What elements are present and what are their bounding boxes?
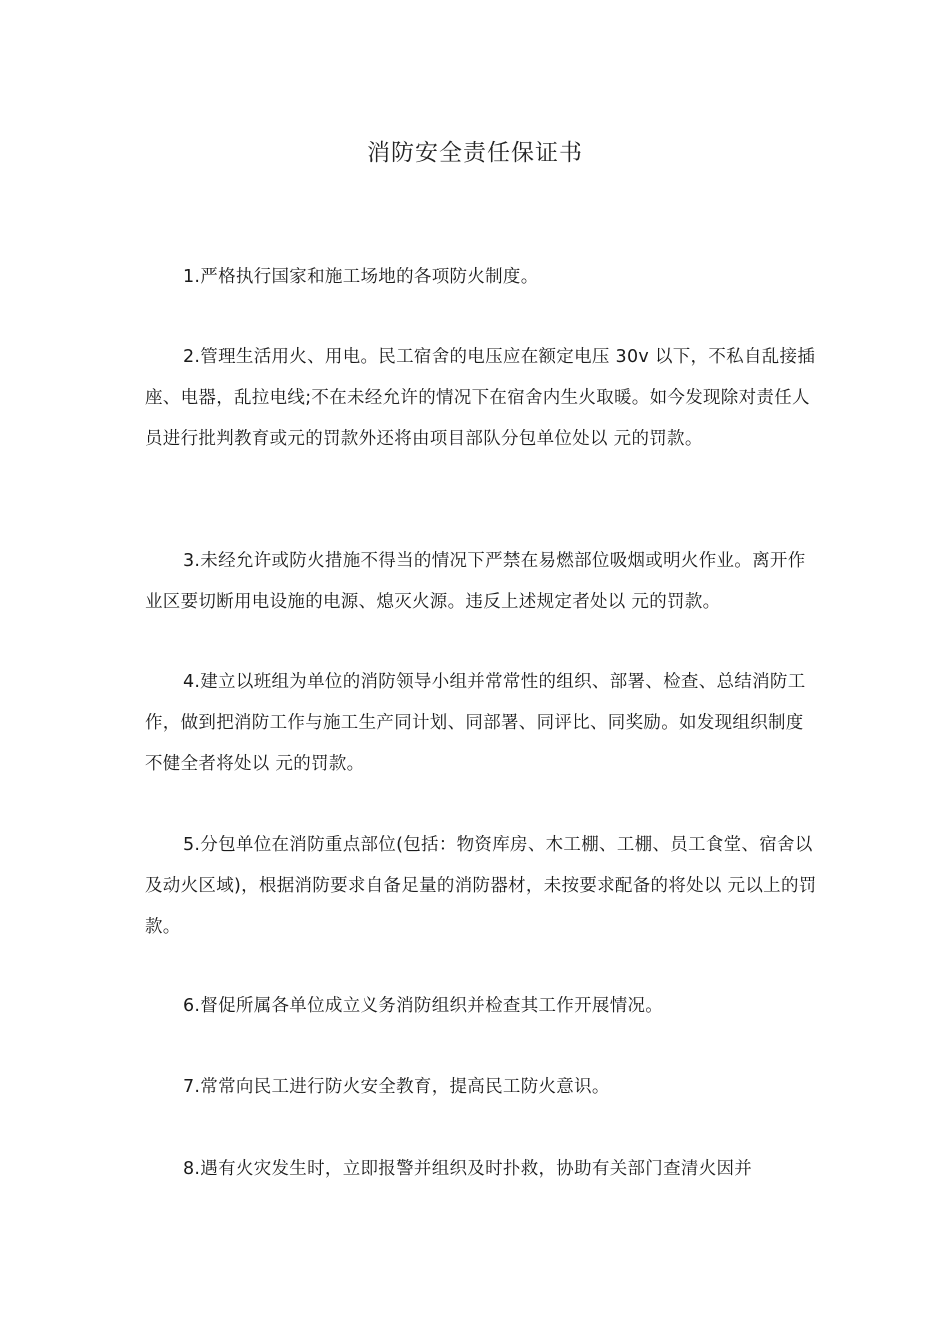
clause-4: 4.建立以班组为单位的消防领导小组并常常性的组织、部署、检查、总结消防工作，做到把消防工作与施工生产同计划、同部署、同评比、同奖励。如发现组织制度不健全者将处以 元的罚款。 xyxy=(145,672,806,774)
clause-6: 6.督促所属各单位成立义务消防组织并检查其工作开展情况。 xyxy=(183,996,664,1016)
clause-7: 7.常常向民工进行防火安全教育，提高民工防火意识。 xyxy=(183,1077,610,1097)
clause-8: 8.遇有火灾发生时，立即报警并组织及时扑救，协助有关部门查清火因并 xyxy=(183,1159,753,1179)
clause-1: 1.严格执行国家和施工场地的各项防火制度。 xyxy=(183,267,539,287)
document-title: 消防安全责任保证书 xyxy=(367,140,583,166)
clause-5: 5.分包单位在消防重点部位(包括：物资库房、木工棚、工棚、员工食堂、宿舍以及动火区域)，根据消防要求自备足量的消防器材，未按要求配备的将处以 元以上的罚款。 xyxy=(145,835,817,937)
clause-2: 2.管理生活用火、用电。民工宿舍的电压应在额定电压 30v 以下，不私自乱接插座、电器，乱拉电线;不在未经允许的情况下在宿舍内生火取暖。如今发现除对责任人员进行批判教育或元的罚款外还将由项目部队分包单位处以 元的罚款。 xyxy=(145,347,816,449)
clause-3: 3.未经允许或防火措施不得当的情况下严禁在易燃部位吸烟或明火作业。离开作业区要切断用电设施的电源、熄灭火源。违反上述规定者处以 元的罚款。 xyxy=(145,551,806,612)
